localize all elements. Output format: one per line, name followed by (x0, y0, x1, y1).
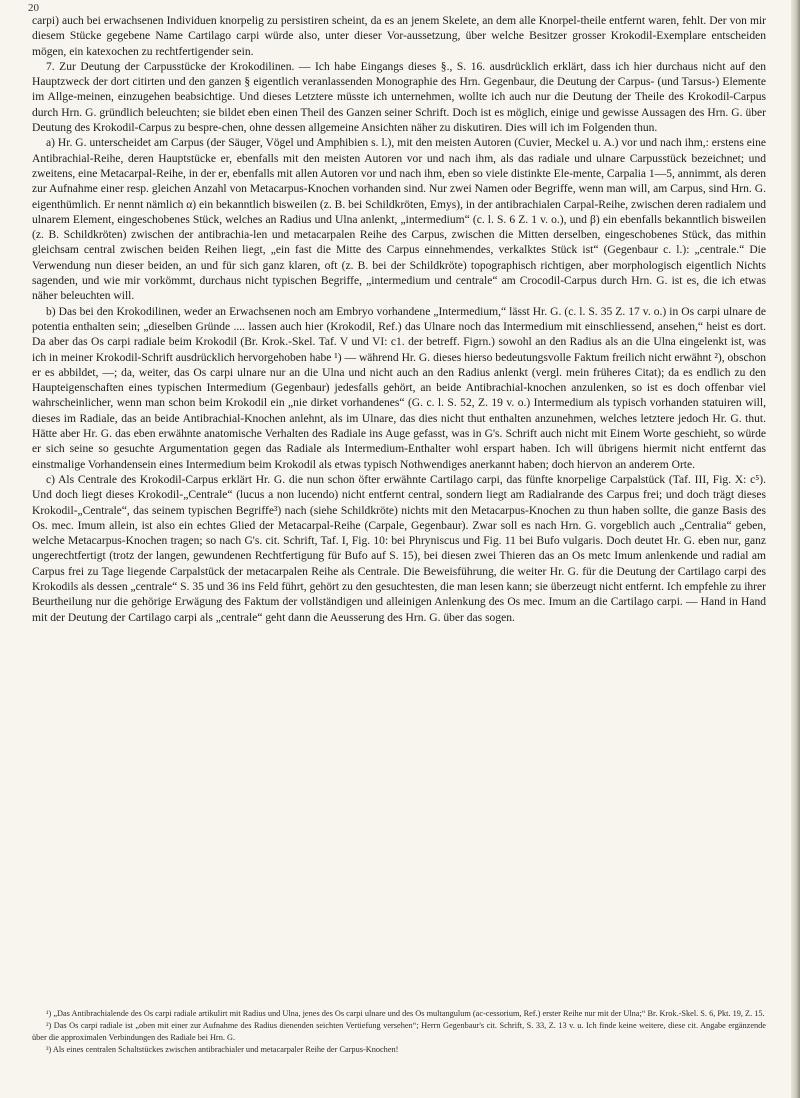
footnote-3: ³) Als eines centralen Schaltstückes zwischen antibrachialer und metacarpaler Reihe der Carpus-Knochen! (46, 1044, 399, 1054)
body-text (32, 14, 766, 626)
paragraph-section-7: 7. Zur Deutung der Carpusstücke der Krokodilinen. — Ich habe Eingangs dieses §., S. 16. ausdrücklich erklärt, dass ich hier durchaus nicht auf den Hauptzweck der dort citirten und den ganzen § eigentlich veranlassenden Monographie des Hrn. Gegenbaur, die Deutung der Carpus- (und Tarsus-) Elemente im Allge-meinen, einzugehen beabsichtige. Und dieses Letztere müsste ich unternehmen, wollte ich auch nur die Deutung der Theile des Krokodil-Carpus durch Hrn. G. gründlich beleuchten; sie bildet eben einen Theil des Ganzen seiner Schrift. Doch ist es möglich, einige und gewisse Aussagen des Hrn. G. über Deutung des Krokodil-Carpus zu bespre-chen, ohne dessen allgemeine Ansichten näher zu diskutiren. Dies will ich im Folgenden thun. (32, 60, 766, 135)
footnote-2: ²) Das Os carpi radiale ist „oben mit einer zur Aufnahme des Radius dienenden seichten Vertiefung versehen“; Herrn Gegenbaur's cit. Schrift, S. 33, Z. 13 v. u. Ich finde keine weitere, diese cit. Angabe ergänzende über die approximalen Verbindungen des Radiale bei Hrn. G. (32, 1020, 766, 1042)
paragraph-carpi-continuation: carpi) auch bei erwachsenen Individuen knorpelig zu persistiren scheint, da es an jenem Skelete, an dem alle Knorpel-theile entfernt waren, fehlt. Der von mir diesem Stücke gegebene Name Cartilago carpi würde also, unter dieser Vor-aussetzung, über welche Besitzer grosser Krokodil-Exemplare entscheiden mögen, ein katexochen zu rechtfertigender sein. (32, 15, 766, 58)
paragraph-point-a: a) Hr. G. unterscheidet am Carpus (der Säuger, Vögel und Amphibien s. l.), mit den meisten Autoren (Cuvier, Meckel u. A.) vor und nach ihm,: erstens eine Antibrachial-Reihe, deren Hauptstücke er, ebenfalls mit den meisten Autoren vor und nach ihm, als das radiale und ulnare Carpusstück bezeichnet; und zweitens, eine Metacarpal-Reihe, in der er, ebenfalls mit allen Autoren vor und nach ihm, eben so viele distinkte Ele-mente, Carpalia 1—5, annimmt, als deren zur Aufnahme einer resp. gleichen Anzahl von Metacarpus-Knochen vorhanden sind. Nur zwei Namen oder Begriffe, wenn man will, am Carpus, sind Hrn. G. eigenthümlich. Er nennt nämlich α) ein bekanntlich bisweilen (z. B. bei Schildkröten, Emys), in der antibrachialen Carpal-Reihe, zwischen deren radialem und ulnarem Element, eingeschobenes Stück, welches an Radius und Ulna anlenkt, „intermedium“ (c. l. S. 6 Z. 1 v. o.), und β) ein ebenfalls bekanntlich bisweilen (z. B. Schildkröten) zwischen der antibrachia-len und metacarpalen Reihe des Carpus, zwischen die Mitten derselben, eingeschobenes Stück, das mithin gleichsam central zwischen beiden Reihen liegt, „ein fast die Mitte des Carpus einnehmendes, verkalktes Stück ist“ (Gegenbaur c. l.): „centrale.“ Die Verwendung nun dieser beiden, an und für sich ganz klaren, oft (z. B. bei der Schildkröte) topographisch richtigen, aber morphologisch eigentlich Nichts sagenden, und wie mir vorkömmt, durchaus nicht typischen Begriffe, „intermedium und centrale“ am Crocodil-Carpus durch Hrn. G. ist es, die ich etwas näher beleuchten will. (32, 137, 766, 303)
page-binding-edge (791, 0, 800, 1098)
paragraph-point-c: c) Als Centrale des Krokodil-Carpus erklärt Hr. G. die nun schon öfter erwähnte Cartilago carpi, das fünfte knorpelige Carpalstück (Taf. III, Fig. X: c⁵). Und doch liegt dieses Krokodil-„Centrale“ (lucus a non lucendo) nicht entfernt central, sondern liegt am Radialrande des Carpus frei; und doch trägt dieses Krokodil-„Centrale“, das seinem typischen Begriffe³) nach (siehe Schildkröte) nichts mit den Metacarpus-Knochen zu thun haben sollte, die ganze Basis des Os. mec. Imum allein, ist also ein echtes Glied der Metacarpal-Reihe (Carpale, Gegenbaur). Zwar soll es nach Hrn. G. vorgeblich auch „Centralia“ geben, welche Metacarpus-Knochen tragen; so nach G's. cit. Schrift, Taf. I, Fig. 10: bei Phryniscus und Fig. 11 bei Bufo vulgaris. Doch deutet Hr. G. eben nur, ganz ungerechtfertigt (trotz der langen, gewundenen Rechtfertigung für Bufo auf S. 15), bei diesen zwei Thieren das an Os metc Imum anlenkende und radial am Carpus frei zu Tage liegende Carpalstück der metacarpalen Reihe als Centrale. Die Beweisführung, die weiter Hr. G. für die Deutung der Cartilago carpi des Krokodils als dessen „centrale“ S. 35 und 36 ins Feld führt, gehört zu den gesuchtesten, die man lesen kann; sie überzeugt nicht entfernt. Ich empfehle zu ihrer Beurtheilung nur die gehörige Erwägung des Faktum der vollständigen und alleinigen Anlenkung des Os mec. Imum an die Cartilago carpi. — Hand in Hand mit der Deutung der Cartilago carpi als „centrale“ geht dann die Aeusserung des Hrn. G. über das sogen. (32, 473, 766, 624)
paragraph-point-b: b) Das bei den Krokodilinen, weder an Erwachsenen noch am Embryo vorhandene „Intermedium,“ lässt Hr. G. (c. l. S. 35 Z. 17 v. o.) in Os carpi ulnare de potentia enthalten sein; „dieselben Gründe .... lassen auch hier (Krokodil, Ref.) das Ulnare noch das Intermedium mit einschliessend, ansehen,“ heist es dort. Da aber das Os carpi radiale beim Krokodil (Br. Krok.-Skel. Taf. V und VI: c1. der betreff. Figrn.) sowohl an den Radius als an die Ulna eingelenkt ist, was ich in meiner Krokodil-Schrift ausdrücklich hervorgehoben habe ¹) — während Hr. G. dieses hierso bedeutungsvolle Faktum freilich nicht erwähnt ²), obschon er es abbildet, —; da, weiter, das Os carpi ulnare nur an die Ulna und nicht auch an den Radius anlenkt (vergl. mein früheres Citat); da es endlich zu den Haupteigenschaften eines typischen Intermedium (Gegenbaur) jedesfalls gehört, an beide Antibrachial-knochen anzulenken, so ist es doch offenbar viel wahrscheinlicher, wenn man schon beim Krokodil ein „nie dirket vorhandenes“ (G. c. l. S. 52, Z. 19 v. o.) Intermedium als typisch vorhanden statuiren will, dieses im Radiale, das an beide Antibrachial-Knochen anlehnt, als im Ulnare, das dies nicht thut enthalten anzunehmen, welches letztere jedoch Hr. G. thut. Hätte aber Hr. G. das eben erwähnte anatomische Verhalten des Radiale ins Auge gefasst, was in G's. Schrift auch nicht mit Einem Worte geschieht, so würde er sich seine so gesuchte Argumentation gegen das Radiale als Intermedium-Enthalter wohl erspart haben. Ich will übrigens hiermit nicht entfernt das einstmalige Vorhandensein eines Intermedium beim Krokodil als etwas typisch Nothwendiges anerkannt haben; doch hiervon an anderem Orte. (32, 305, 766, 471)
footnote-1: ¹) „Das Antibrachialende des Os carpi radiale artikulirt mit Radius und Ulna, jenes des Os carpi ulnare und des Os multangulum (ac-cessorium, Ref.) erster Reihe nur mit der Ulna;“ Br. Krok.-Skel. S. 6, Pkt. 19, Z. 15. (46, 1009, 765, 1018)
page-number: 20 (28, 2, 39, 14)
footnotes (32, 1008, 766, 1056)
